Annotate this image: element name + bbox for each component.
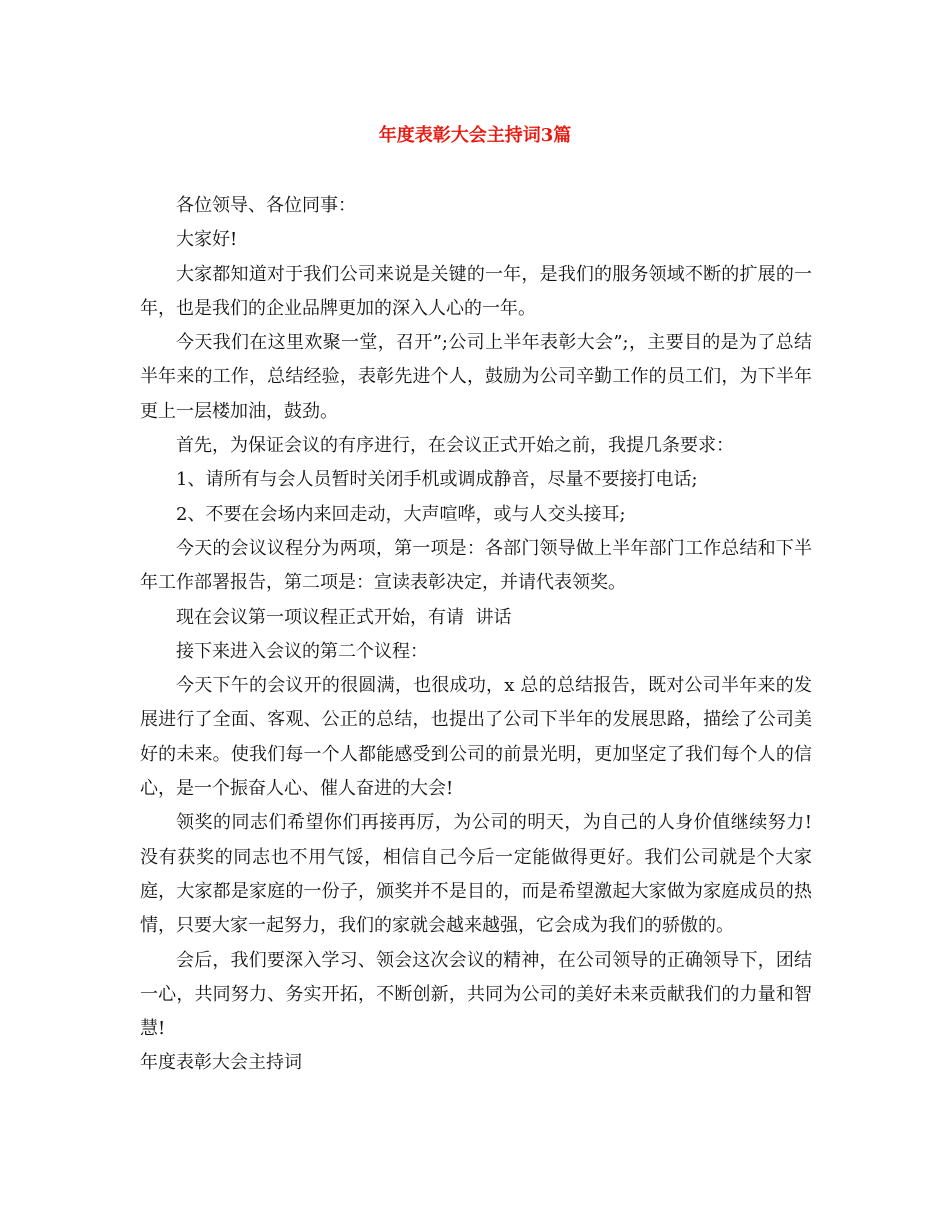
paragraph: 领奖的同志们希望你们再接再厉，为公司的明天，为自己的人身价值继续努力!没有获奖的同志也不用气馁，相信自己今后一定能做得更好。我们公司就是个大家庭，大家都是家庭的一份子，颁奖并不是目的，而是希望激起大家做为家庭成员的热情，只要大家一起努力，我们的家就会越来越强，它会成为我们的骄傲的。 <box>140 812 812 937</box>
paragraph: 大家都知道对于我们公司来说是关键的一年，是我们的服务领域不断的扩展的一年，也是我们的企业品牌更加的深入人心的一年。 <box>140 263 812 319</box>
paragraph: 今天下午的会议开的很圆满，也很成功，x 总的总结报告，既对公司半年来的发展进行了全面、客观、公正的总结，也提出了公司下半年的发展思路，描绘了公司美好的未来。使我们每一个人都能感受到公司的前景光明，更加坚定了我们每个人的信心，是一个振奋人心、催人奋进的大会! <box>140 675 812 800</box>
paragraph-hello: 大家好! <box>176 229 238 251</box>
paragraph: 会后，我们要深入学习、领会这次会议的精神，在公司领导的正确领导下，团结一心，共同努力、务实开拓，不断创新，共同为公司的美好未来贡献我们的力量和智慧! <box>140 949 812 1040</box>
paragraph: 接下来进入会议的第二个议程： <box>176 640 428 662</box>
section-heading: 年度表彰大会主持词 <box>140 1052 302 1074</box>
paragraph: 现在会议第一项议程正式开始，有请 讲话 <box>176 606 512 628</box>
paragraph: 今天的会议议程分为两项，第一项是：各部门领导做上半年部门工作总结和下半年工作部署报告，第二项是：宣读表彰决定，并请代表领奖。 <box>140 537 812 594</box>
document-body <box>140 189 812 1081</box>
paragraph: 今天我们在这里欢聚一堂，召开”;公司上半年表彰大会”;，主要目的是为了总结半年来的工作，总结经验，表彰先进个人，鼓励为公司辛勤工作的员工们，为下半年更上一层楼加油，鼓劲。 <box>140 332 812 422</box>
list-item: 1、请所有与会人员暂时关闭手机或调成静音，尽量不要接打电话; <box>176 469 698 491</box>
list-item: 2、不要在会场内来回走动，大声喧哗，或与人交头接耳; <box>176 503 626 525</box>
paragraph: 首先，为保证会议的有序进行，在会议正式开始之前，我提几条要求： <box>176 435 734 457</box>
document-title: 年度表彰大会主持词3篇 <box>378 125 572 146</box>
paragraph-greeting: 各位领导、各位同事： <box>176 195 356 216</box>
